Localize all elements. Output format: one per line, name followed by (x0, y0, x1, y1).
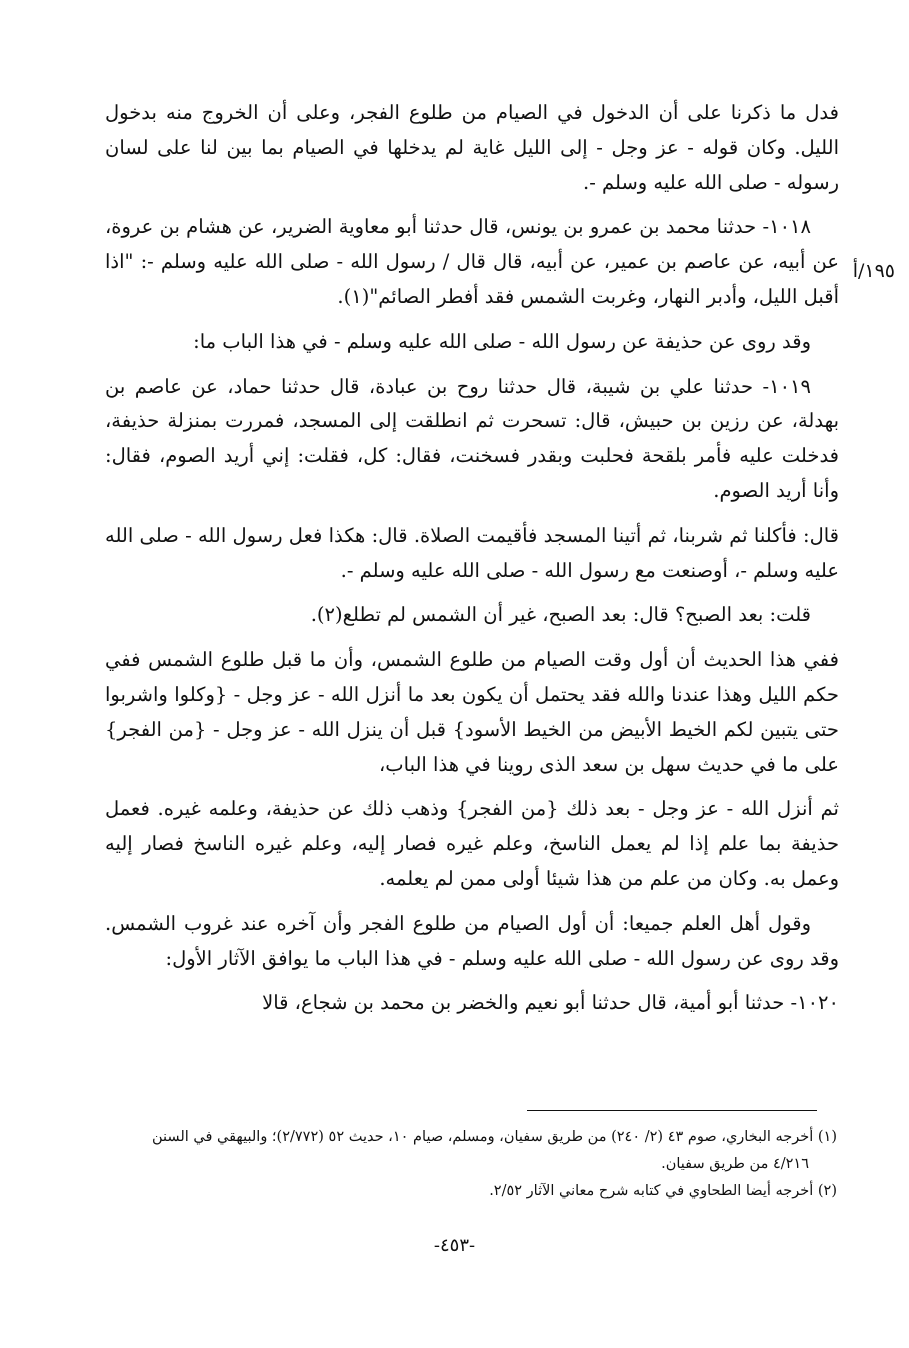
manuscript-folio-reference: ١٩٥/أ (852, 260, 895, 282)
hadith-1020: ١٠٢٠- حدثنا أبو أمية، قال حدثنا أبو نعيم والخضر بن محمد بن شجاع، قالا (262, 991, 839, 1015)
hadith-1019: ١٠١٩- حدثنا علي بن شيبة، قال حدثنا روح بن عبادة، قال حدثنا حماد، عن عاصم بن بهدلة، عن رزين بن حبيش، قال: تسحرت ثم انطلقت إلى المسجد، فمررت بمنزلة حذيفة، فدخلت عليه فأمر بلقحة فحلبت وبقدر فسخنت، فقال: كل، فقلت: إني أريد الصوم، فقال: وأنا أريد الصوم. (105, 374, 839, 502)
paragraph-continuation: قال: فأكلنا ثم شربنا، ثم أتينا المسجد فأقيمت الصلاة. قال: هكذا فعل رسول الله - صلى الله عليه وسلم -، أوصنعت مع رسول الله - صلى الله عليه وسلم -. (105, 523, 839, 582)
paragraph-1: فدل ما ذكرنا على أن الدخول في الصيام من طلوع الفجر، وعلى أن الخروج منه بدخول الليل. وكان قوله - عز وجل - إلى الليل غاية لم يدخلها في الصيام بما بين لنا على لسان رسوله - صلى الله عليه وسلم -. (105, 101, 839, 194)
footnotes (95, 1124, 837, 1205)
footnote-1: (١) أخرجه البخاري، صوم ٤٣ (٢/ ٢٤٠) من طريق سفيان، ومسلم، صيام ١٠، حديث ٥٢ (٢/٧٧٢)؛ والبيهقي في السنن (151, 1129, 837, 1145)
paragraph-commentary-2: ثم أنزل الله - عز وجل - بعد ذلك {من الفجر} وذهب ذلك عن حذيفة، وعلمه غيره. فعمل حذيفة بما علم إذا لم يعمل الناسخ، وعلم غيره فصار إليه، وعلم غيره الناسخ فصار إليه وعمل به. وكان من علم من هذا شيئا أولى ممن لم يعلمه. (105, 797, 839, 890)
paragraph-hudhayfa-intro: وقد روى عن حذيفة عن رسول الله - صلى الله عليه وسلم - في هذا الباب ما: (193, 329, 811, 353)
footnote-2: (٢) أخرجه أيضا الطحاوي في كتابه شرح معاني الآثار ٢/٥٢. (489, 1183, 837, 1199)
paragraph-scholars-view: وقول أهل العلم جميعا: أن أول الصيام من طلوع الفجر وأن آخره عند غروب الشمس. وقد روى عن رسول الله - صلى الله عليه وسلم - في هذا الباب ما يوافق الآثار الأول: (105, 911, 839, 970)
main-text (105, 96, 839, 1031)
footnote-separator (527, 1110, 817, 1111)
hadith-1018: ١٠١٨- حدثنا محمد بن عمرو بن يونس، قال حدثنا أبو معاوية الضرير، عن هشام بن عروة، عن أبيه، عن عاصم بن عمير، عن أبيه، قال قال / رسول الله - صلى الله عليه وسلم -: "اذا أقبل الليل، وأدبر النهار، وغربت الشمس فقد أفطر الصائم"(١). (105, 215, 839, 308)
paragraph-commentary-1: ففي هذا الحديث أن أول وقت الصيام من طلوع الشمس، وأن ما قبل طلوع الشمس ففي حكم الليل وهذا عندنا والله فقد يحتمل أن يكون بعد ما أنزل الله - عز وجل - {وكلوا واشربوا حتى يتبين لكم الخيط الأبيض من الخيط الأسود} قبل أن ينزل الله - عز وجل - {من الفجر} على ما في حديث سهل بن سعد الذى روينا في هذا الباب، (105, 648, 839, 776)
page-number: -٤٥٣- (433, 1235, 476, 1256)
paragraph-dawn-question: قلت: بعد الصبح؟ قال: بعد الصبح، غير أن الشمس لم تطلع(٢). (310, 603, 811, 627)
footnote-1-continuation: ٤/٢١٦ من طريق سفيان. (661, 1156, 809, 1172)
